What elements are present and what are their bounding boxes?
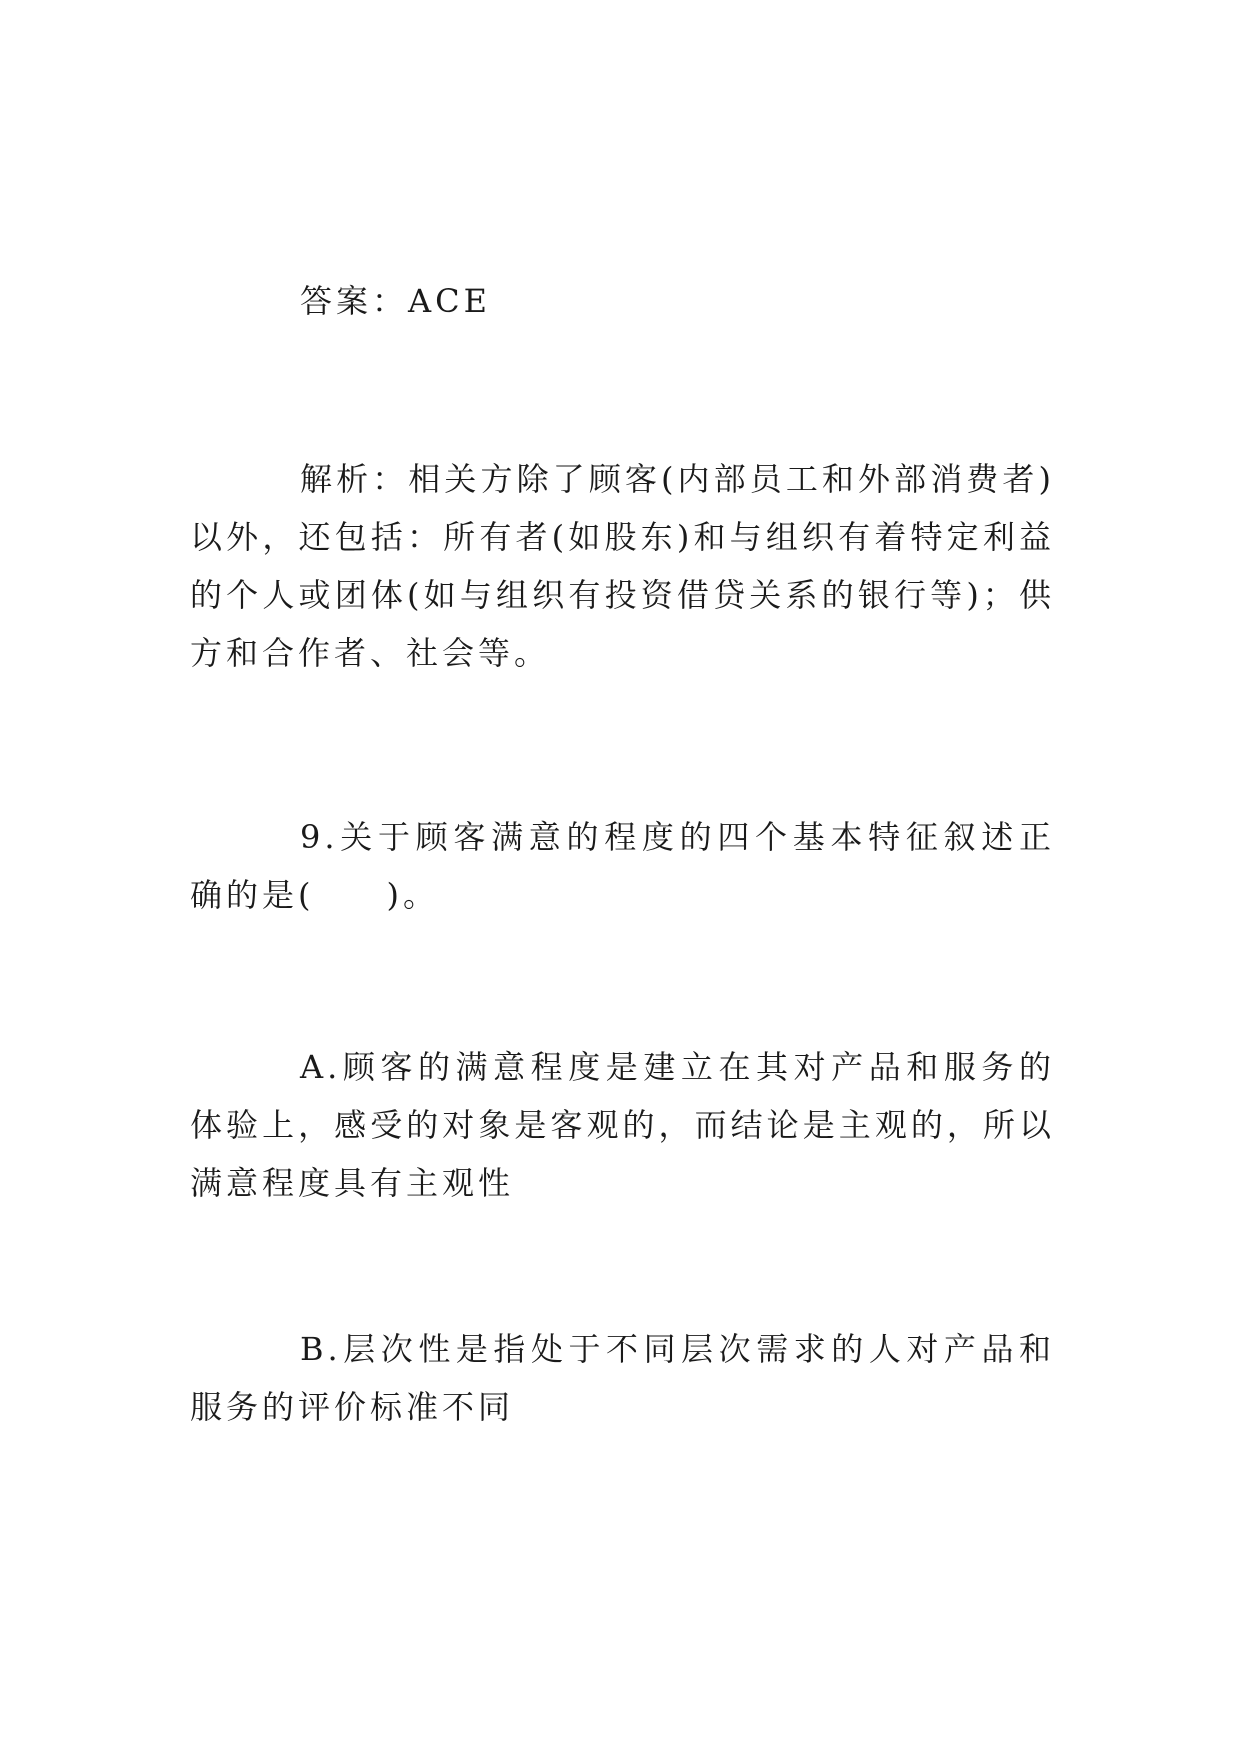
question-9: 9.关于顾客满意的程度的四个基本特征叙述正确的是( )。 xyxy=(190,818,1055,914)
option-b: B.层次性是指处于不同层次需求的人对产品和服务的评价标准不同 xyxy=(190,1330,1055,1426)
option-a: A.顾客的满意程度是建立在其对产品和服务的体验上，感受的对象是客观的，而结论是主观的，所以满意程度具有主观性 xyxy=(190,1048,1055,1202)
answer-line: 答案：ACE xyxy=(300,282,491,320)
analysis-paragraph: 解析：相关方除了顾客(内部员工和外部消费者)以外，还包括：所有者(如股东)和与组织有着特定利益的个人或团体(如与组织有投资借贷关系的银行等)；供方和合作者、社会等。 xyxy=(190,460,1055,672)
